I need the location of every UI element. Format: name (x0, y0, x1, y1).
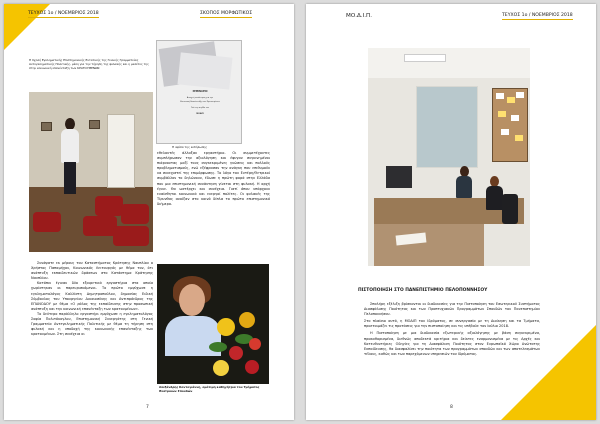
left-paragraph: Συνάψατε εκ μέρους του Καταστήματος Κράτησης Ναυπλίου ο Χρήστος Παπαμήχου, Κοινωνικός Λειτουργός με θέμα τον, ότι ανάπτυξη εκπαιδευτικών δράσεων στο Κατάστημα Κράτησης Ναυπλίου. (31, 261, 153, 281)
event-poster (156, 40, 242, 144)
right-header-brand: ΜΟ.Δ.Ι.Π. (346, 13, 373, 19)
left-header-section: ΣΚΟΠΟΣ ΜΟΡΦΩΤΙΚΟΣ (200, 11, 253, 16)
poster-line: Κοινωνική Επανένταξη των Κρατουμένων (180, 101, 220, 103)
poster-line: Ανοιχτή συνάντηση για την (186, 97, 214, 99)
poster-line: ΜΟΔΙΠ (196, 113, 204, 115)
professor-caption: Αλεξάνδρης Κοντογιάννη, ομότιμη καθηγήτρια του Τμήματος Θεατρικών Σπουδών (159, 385, 260, 393)
article-title: ΠΙΣΤΟΠΟΙΗΣΗ ΣΤΟ ΠΑΝΕΠΙΣΤΗΜΙΟ ΠΕΛΟΠΟΝΝΗΣΟΥ (358, 288, 488, 293)
professor-photo (157, 264, 269, 384)
left-column-text (31, 261, 153, 337)
left-page (4, 4, 294, 420)
office-photo (368, 48, 530, 266)
presenter-photo (29, 92, 153, 252)
right-column-text: εθελοντές άλλαξαν εργαστήριο. Οι συμμετέχοντες συμπλήρωσαν την αξιολόγηση και έφυγαν συγκινημένοι πιάρνοντας μαζί τους συγκεκριμένες γνώσεις και πολλούς προβληματισμούς, ενώ εξέφρασαν την ανάγκη που επιθυμούν να συνεχιστεί της επιμόρφωσης. Το λόγο του Ευτέρη/Θετρικοί συμβάλλον το δηλώνουν, έδωσε η πρώτη φορά στην Ελλάδα που μια επιστημονική συνάντηση γίνεται στη φυλακή. Η αρχή έγινε. Θα ωστέρχει και συνέχεια. Γιατί όπου υπάρχουν ευαίσθητοι κοινωνικά και ενεργοί πολίτες. Οι φυλακές της Τίρυνθας ανοίξαν στο κοινό δίπλα το πρώτο επιστημονικό διήμερο. (157, 151, 270, 206)
left-paragraph: Κατόπιν έγιναν δύο εξαιρετικά εργαστήρια στα οποία χωρίστηκαν οι παρευρισκόμενοι. Το πρώτο εμψύχωσε η εγκληματολόγος Καλλίστη Δημητροπούλου, δημοσίας Ειδική Σύμβουλος του Υπουργείου Δικαιοσύνης και Αντιπρόεδρος της ΕΠΑΝΟΔΟΥ με θέμα «Ο ρόλος της εκπαίδευσης στην προσωπική ανάπτυξη και την κοινωνική επανένταξη των κρατουμένων». (31, 281, 153, 311)
left-paragraph: Το δεύτερο παράλληλο εργαστήρι εμψύχωσε η εγκληματολόγος Σοφία Πολιτόκογλου, Επιστημονική Συνεργάτης στη Γενική Γραμματεία Αντεγκληματικής Πολιτικής με θέμα τη τήρηση στη φυλακή και η υποδοχή της κοινωνικής επανένταξης των κρατουμένων. Στη συνέχεια οι (31, 311, 153, 337)
right-page (306, 4, 596, 420)
page-number: 8 (450, 405, 453, 410)
poster-line: Υπό την αιγίδα του (190, 107, 210, 109)
article-body (364, 302, 540, 357)
page-number: 7 (146, 405, 149, 410)
poster-line: ΣΕΜΙΝΑΡΙΟ (192, 90, 208, 93)
article-paragraph: Σπαλήρη εξέλιξη βρίσκονται οι διαδικασίες για την Πιστοποίηση του Εσωτερικού Συστήματος Διασφάλισης Ποιότητας και των Προπτυχιακών Προγραμμάτων Σπουδών του Πανεπιστημίου Πελοποννήσου. (364, 302, 540, 317)
right-header-issue: ΤΕΥΧΟΣ 1ο / ΝΟΕΜΒΡΙΟΣ 2018 (502, 13, 573, 18)
article-paragraph: Στο πλαίσιο αυτό, η ΜΟΔΙΠ του Ιδρύματος, σε συνεργασία με τη Διοίκηση και τα Τμήματα, προετοιμάζει τις προτάσεις για την πιστοποίηση και τις υπέβαλε τον Ιούλιο 2018. (364, 319, 540, 329)
top-caption: Η Σχολή Εγκληματικής Επιστημονικής Εντατικής της Γενικής Γραμματείας Αντεγκληματικής Πολιτικής, μέλη για την τήρηση της φυλακής και η μελέτες της στην κοινωνική επανένταξη των ΚΡΑΤΟΥΜΕΝΩΝ (29, 58, 149, 70)
article-paragraph: Η Πιστοποίηση με μια διαδικασία εξωτερικής αξιολόγησης με βάση συγκεκριμένα, προκαθορισμένα, διεθνώς αποδεκτά κριτήρια και δείκτες εναρμονισμένα με τις Αρχές και Κατευθυντήριες Οδηγίες για τη Διασφάλιση Ποιότητας στον Ευρωπαϊκό Χώρο Ανώτατης Εκπαίδευσης, θα διασφαλίσει την ποιότητα των προγραμμάτων σπουδών και των αποτελεσμάτων τέλους, καθώς και των παρεχόμενων υπηρεσιών του Ιδρύματος. (364, 331, 540, 356)
left-header-issue: ΤΕΥΧΟΣ 1ο / ΝΟΕΜΒΡΙΟΣ 2018 (28, 11, 99, 16)
poster-caption: Η αφίσα της εκδήλωσης (172, 145, 208, 149)
